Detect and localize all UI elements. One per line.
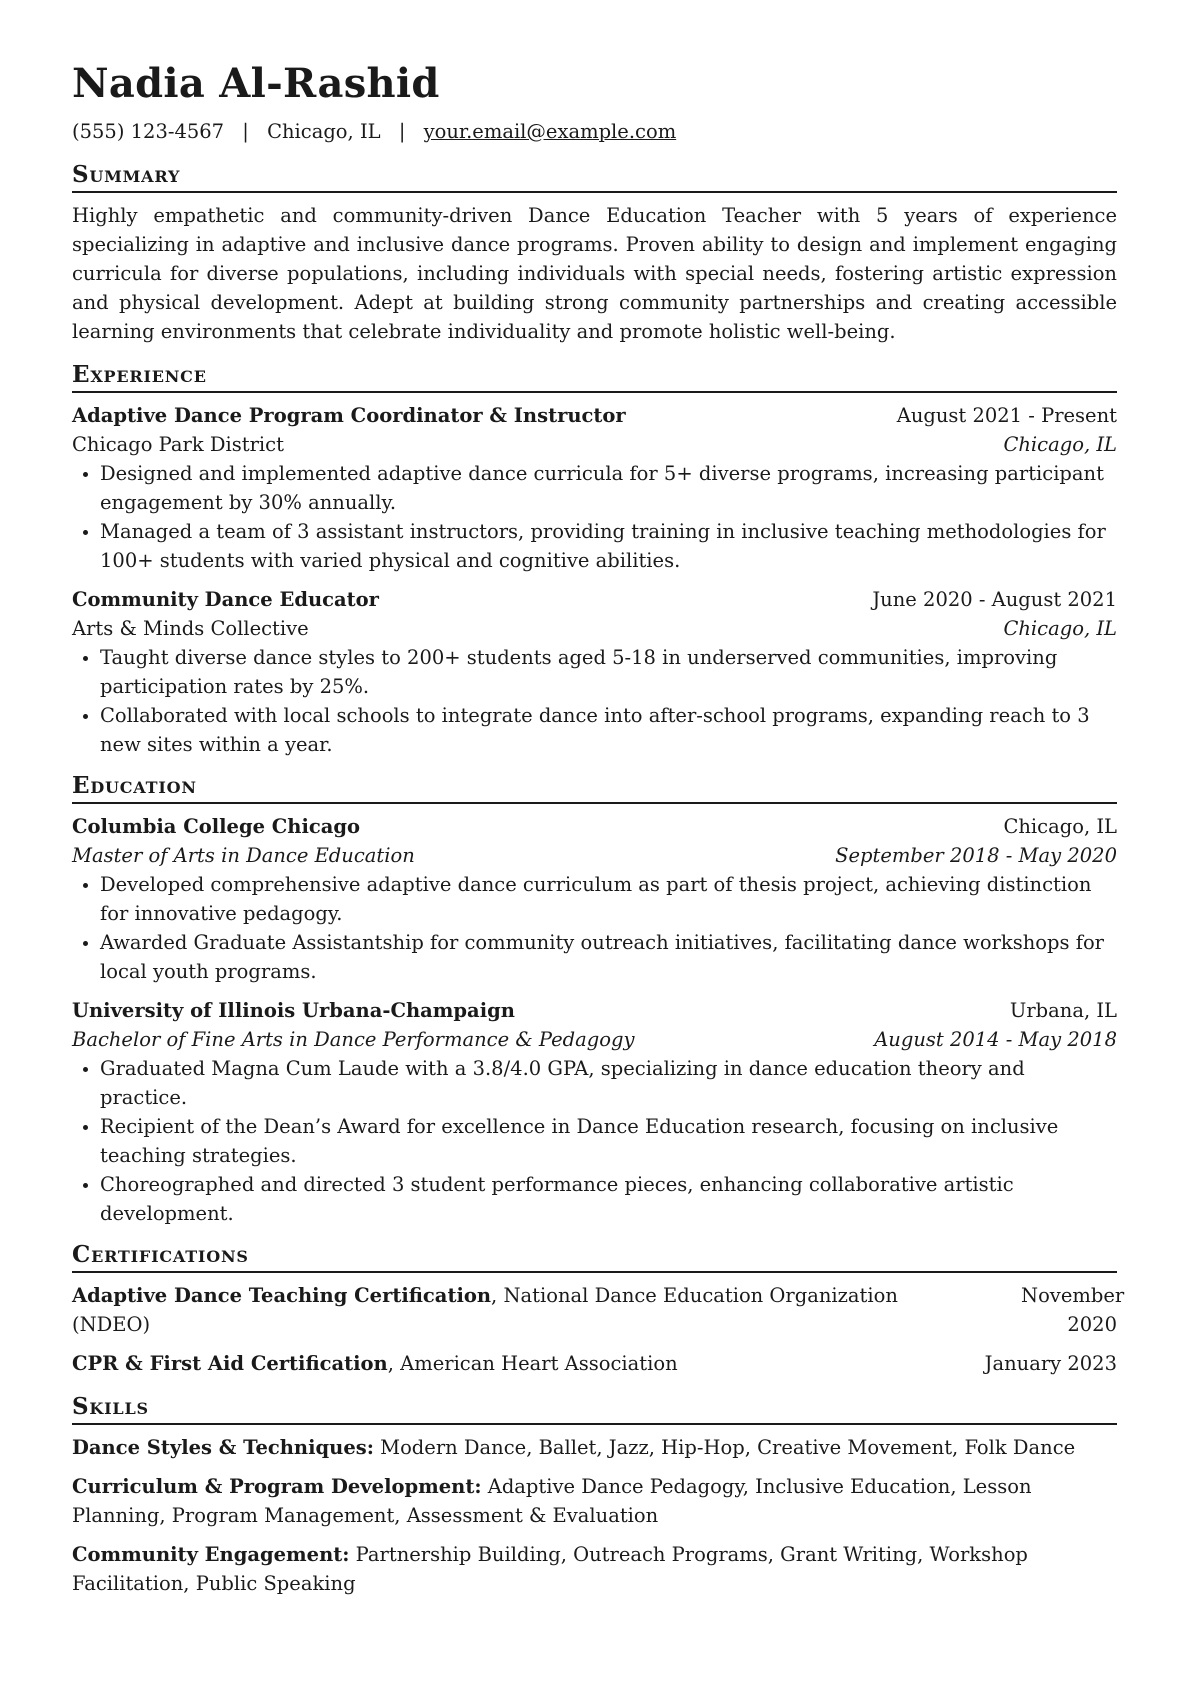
skill-entry [72, 1433, 1117, 1462]
separator: | [242, 120, 249, 143]
skill-value: Partnership Building, Outreach Programs, Grant Writing, Workshop Facilitation, Public Speaking [72, 1543, 1028, 1595]
degree: Bachelor of Fine Arts in Dance Performance & Pedagogy [72, 1028, 635, 1051]
certification-issuer: , American Heart Association [387, 1352, 678, 1375]
job-entry [72, 401, 1117, 575]
section-title-education: Education [72, 771, 1117, 804]
skill-label: Community Engagement: [72, 1543, 350, 1566]
candidate-name: Nadia Al-Rashid [72, 60, 440, 107]
resume-page [72, 0, 1125, 1598]
skill-entry [72, 1540, 1117, 1598]
school-name: University of Illinois Urbana-Champaign [72, 999, 515, 1022]
bullet-item: • Recipient of the Dean’s Award for excellence in Dance Education research, focusing on inclusive teaching strategies. [100, 1112, 1117, 1170]
certification-entry [72, 1281, 1125, 1339]
school-location: Urbana, IL [1009, 999, 1117, 1022]
job-bullets [72, 643, 1117, 759]
experience-section [72, 360, 1117, 759]
bullet-item: • Choreographed and directed 3 student performance pieces, enhancing collaborative artistic development. [100, 1170, 1117, 1228]
degree: Master of Arts in Dance Education [72, 844, 415, 867]
contact-line [72, 118, 1117, 146]
education-dates: August 2014 - May 2018 [874, 1028, 1117, 1051]
skill-value: Modern Dance, Ballet, Jazz, Hip-Hop, Creative Movement, Folk Dance [373, 1436, 1076, 1459]
bullet-item: • Developed comprehensive adaptive dance curriculum as part of thesis project, achieving distinction for innovative pedagogy. [100, 870, 1117, 928]
summary-section [72, 160, 1117, 346]
bullet-item: • Awarded Graduate Assistantship for community outreach initiatives, facilitating dance workshops for local youth programs. [100, 928, 1117, 986]
certification-entry [72, 1349, 1117, 1378]
job-role: Adaptive Dance Program Coordinator & Instructor [72, 404, 626, 427]
job-org: Arts & Minds Collective [72, 617, 309, 640]
bullet-item: • Graduated Magna Cum Laude with a 3.8/4.0 GPA, specializing in dance education theory and practice. [100, 1054, 1117, 1112]
section-title-skills: Skills [72, 1392, 1117, 1425]
skills-section [72, 1392, 1117, 1598]
bullet-item: • Taught diverse dance styles to 200+ students aged 5-18 in underserved communities, improving participation rates by 25%. [100, 643, 1117, 701]
section-title-experience: Experience [72, 360, 1117, 393]
job-location: Chicago, IL [1003, 617, 1117, 640]
job-org: Chicago Park District [72, 433, 284, 456]
certification-date: January 2023 [984, 1352, 1117, 1375]
bullet-item: • Collaborated with local schools to integrate dance into after-school programs, expanding reach to 3 new sites within a year. [100, 701, 1117, 759]
school-name: Columbia College Chicago [72, 815, 361, 838]
education-entry [72, 812, 1117, 986]
education-bullets [72, 870, 1117, 986]
skill-value: Adaptive Dance Pedagogy, Inclusive Education, Lesson Planning, Program Management, Assessment & Evaluation [72, 1475, 1032, 1527]
education-dates: September 2018 - May 2020 [835, 844, 1117, 867]
certifications-section [72, 1240, 1125, 1378]
certification-issuer: , National Dance Education Organization (NDEO) [72, 1284, 898, 1336]
summary-text: Highly empathetic and community-driven Dance Education Teacher with 5 years of experience specializing in adaptive and inclusive dance programs. Proven ability to design and implement engaging curricula for diverse populations, including individuals with special needs, fostering artistic expression and physical development. Adept at building strong community partnerships and creating accessible learning environments that celebrate individuality and promote holistic well-being. [72, 204, 1117, 343]
school-location: Chicago, IL [1003, 815, 1117, 838]
section-title-certifications: Certifications [72, 1240, 1117, 1273]
job-dates: August 2021 - Present [896, 404, 1117, 427]
certification-date: November 2020 [1021, 1284, 1125, 1336]
skill-entry [72, 1472, 1117, 1530]
bullet-item: • Designed and implemented adaptive dance curricula for 5+ diverse programs, increasing participant engagement by 30% annually. [100, 459, 1117, 517]
job-dates: June 2020 - August 2021 [872, 588, 1117, 611]
email-link[interactable]: your.email@example.com [423, 120, 677, 143]
skill-label: Curriculum & Program Development: [72, 1475, 482, 1498]
certification-name: Adaptive Dance Teaching Certification [72, 1284, 492, 1307]
section-title-summary: Summary [72, 160, 1117, 193]
bullet-item: • Managed a team of 3 assistant instructors, providing training in inclusive teaching methodologies for 100+ students with varied physical and cognitive abilities. [100, 517, 1117, 575]
location: Chicago, IL [267, 120, 381, 143]
education-entry [72, 996, 1117, 1228]
education-section [72, 771, 1117, 1228]
job-entry [72, 585, 1117, 759]
education-bullets [72, 1054, 1117, 1228]
skill-label: Dance Styles & Techniques: [72, 1436, 374, 1459]
job-bullets [72, 459, 1117, 575]
job-role: Community Dance Educator [72, 588, 379, 611]
certification-name: CPR & First Aid Certification [72, 1352, 388, 1375]
phone: (555) 123-4567 [72, 120, 225, 143]
job-location: Chicago, IL [1003, 433, 1117, 456]
separator: | [398, 120, 406, 143]
